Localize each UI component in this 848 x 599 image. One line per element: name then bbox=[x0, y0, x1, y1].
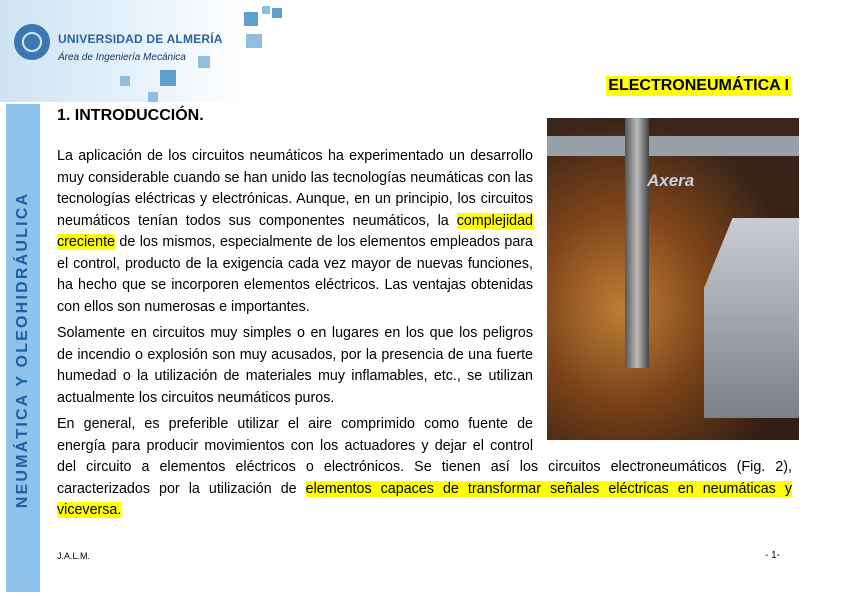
page-number: - 1- bbox=[765, 550, 780, 561]
highlight-text: elementos capaces de transformar señales eléctricas en neumáticas y viceversa. bbox=[57, 480, 793, 518]
decor-square bbox=[160, 70, 176, 86]
paragraph-2: Solamente en circuitos muy simples o en lugares en los que los peligros de incendio o explosión son muy acusados, por la presencia de una fuerte humedad o la utilización de materiales muy inflamables, etc., se utilizan actualmente los circuitos neumáticos puros. bbox=[57, 325, 533, 406]
paragraph-text: La aplicación de los circuitos neumáticos ha experimentado un desarrollo muy considerable cuando se han unido las tecnologías neumáticas con las tecnologías eléctricas y electrónicas. Aunque, en un principio, los circuitos neumáticos tenían todos sus componentes neumáticos, la bbox=[57, 148, 533, 229]
photo-tool-head bbox=[625, 118, 649, 368]
photo-panel bbox=[704, 218, 799, 418]
decor-square bbox=[148, 92, 158, 102]
document-title: ELECTRONEUMÁTICA I bbox=[608, 77, 789, 94]
university-name: UNIVERSIDAD DE ALMERÍA bbox=[58, 32, 223, 46]
university-seal-logo bbox=[12, 22, 52, 62]
paragraph-text: En general, es preferible utilizar el aire comprimido como fuente de energía para producir movimientos con los actuadores y dejar el control del circuito a elementos eléctricos o electrónicos. Se tienen así los circuitos electroneumáticos (Fig. 2), caracterizados por la utilización de bbox=[57, 416, 792, 497]
decor-square bbox=[198, 56, 210, 68]
decor-square bbox=[272, 8, 282, 18]
photo-beam bbox=[547, 136, 799, 156]
department-name: Área de Ingeniería Mecánica bbox=[58, 52, 186, 63]
footer-author: J.A.L.M. bbox=[57, 551, 91, 561]
photo-brand-text: Axera bbox=[647, 171, 695, 190]
decor-square bbox=[244, 12, 258, 26]
paragraph-text: de los mismos, especialmente de los elementos empleados para el control, producto de la exigencia cada vez mayor de nuevas funciones, ha hecho que se incorporen elementos eléctricos. Las ventajas obtenidas con ellos son numerosas e importantes. bbox=[57, 234, 533, 315]
body-text bbox=[57, 146, 792, 527]
machine-photo bbox=[547, 118, 799, 440]
decor-square bbox=[120, 76, 130, 86]
section-heading: 1. INTRODUCCIÓN. bbox=[57, 107, 204, 124]
decor-square bbox=[246, 34, 262, 48]
sidebar-course-label: NEUMÁTICA Y OLEOHIDRÁULICA bbox=[14, 191, 31, 509]
decor-square bbox=[262, 6, 270, 14]
highlight-text: complejidad creciente bbox=[57, 212, 533, 250]
